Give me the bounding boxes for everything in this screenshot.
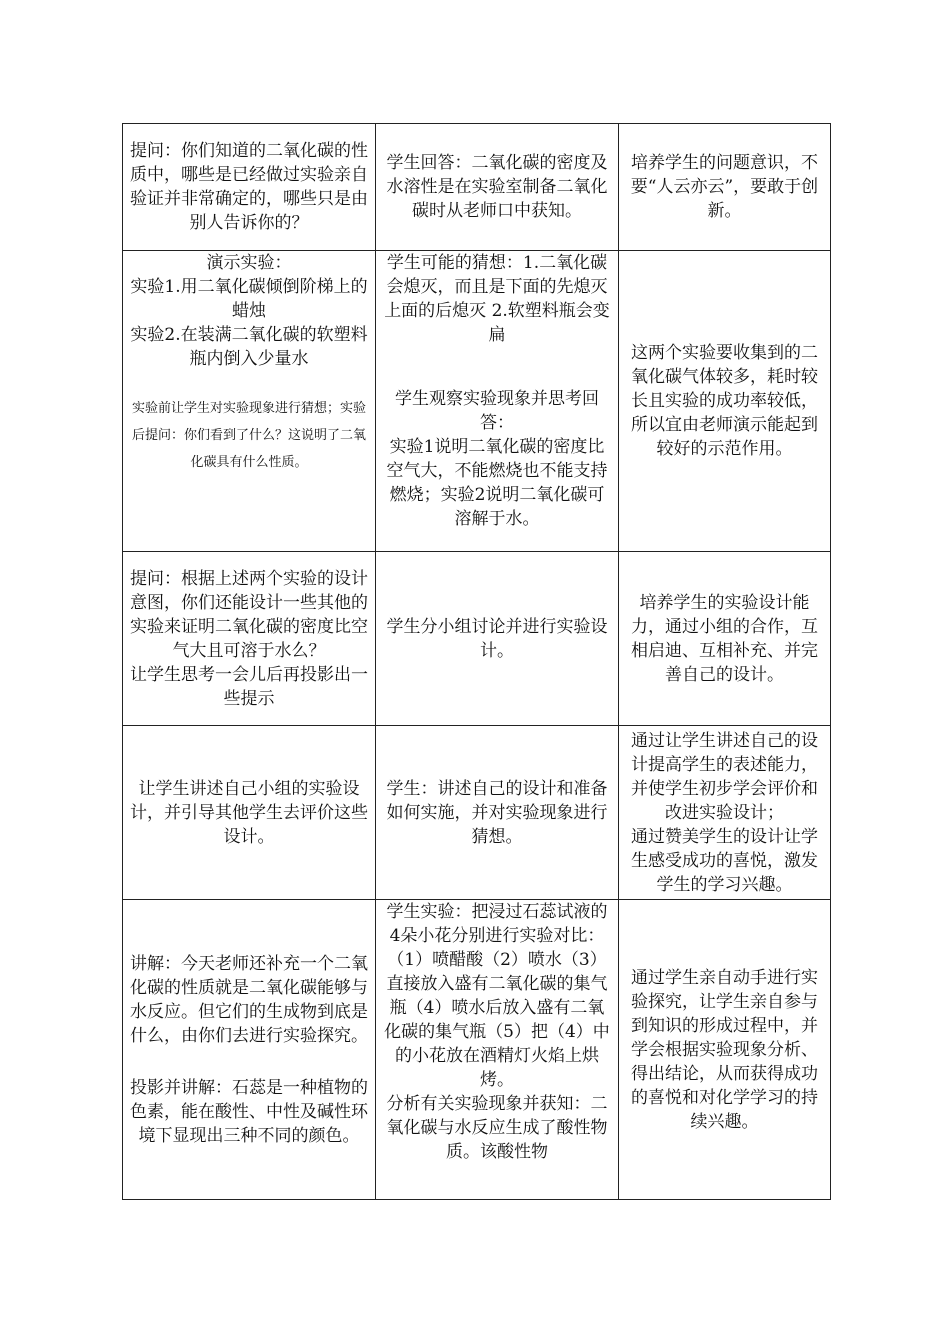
teacher-text: 让学生思考一会儿后再投影出一些提示 [130,664,368,709]
teacher-text: 实验2.在装满二氧化碳的软塑料瓶内倒入少量水 [130,325,368,369]
intent-text: 通过让学生讲述自己的设计提高学生的表述能力，并使学生初步学会评价和改进实验设计； [631,730,818,823]
teacher-note: 让学生讲述自己小组的实验设计，并引导其他学生去评价这些设计。 [130,778,368,847]
teacher-activity-cell [123,900,376,1200]
teacher-activity-cell [123,726,376,900]
table-row [123,251,831,552]
student-text: 学生观察实验现象并思考回答： [395,389,599,433]
student-text: 学生回答：二氧化碳的密度及水溶性是在实验室制备二氧化碳时从老师口中获知。 [386,153,608,221]
table-row [123,900,831,1200]
design-intent-cell [619,124,831,251]
teacher-activity-cell [123,552,376,726]
design-intent-cell [619,251,831,552]
design-intent-cell [619,900,831,1200]
lesson-plan-table [122,123,831,1200]
student-text: 分析有关实验现象并获知：二氧化碳与水反应生成了酸性物质。该酸性物 [386,1094,608,1162]
intent-text: 通过学生亲自动手进行实验探究，让学生亲自参与到知识的形成过程中，并学会根据实验现象分析、得出结论，从而获得成功的喜悦和对化学学习的持续兴趣。 [631,967,818,1132]
student-activity-cell [376,900,619,1200]
table-row [123,552,831,726]
teacher-text: 提问：你们知道的二氧化碳的性质中，哪些是已经做过实验亲自验证并非常确定的，哪些只是由别人告诉你的？ [130,141,368,233]
student-activity-cell [376,251,619,552]
teacher-text: 演示实验： [206,253,292,273]
teacher-text: 讲解：今天老师还补充一个二氧化碳的性质就是二氧化碳能够与水反应。但它们的生成物到底是什么，由你们去进行实验探究。 [130,953,368,1046]
table-row [123,124,831,251]
student-activity-cell [376,124,619,251]
design-intent-cell [619,726,831,900]
teacher-activity-cell [123,251,376,552]
student-text: 学生可能的猜想：1.二氧化碳会熄灭，而且是下面的先熄灭上面的后熄灭 2.软塑料瓶会变扁 [384,253,610,345]
table-row [123,726,831,900]
student-activity-cell [376,552,619,726]
intent-text: 培养学生的实验设计能力，通过小组的合作，互相启迪、互相补充、并完善自己的设计。 [631,592,818,685]
student-text: 学生分小组讨论并进行实验设计。 [386,616,608,661]
design-intent-cell [619,552,831,726]
student-text: 实验1说明二氧化碳的密度比空气大，不能燃烧也不能支持燃烧；实验2说明二氧化碳可溶解于水。 [386,437,608,529]
teacher-text: 实验1.用二氧化碳倾倒阶梯上的蜡烛 [130,277,368,321]
intent-text: 培养学生的问题意识，不要“人云亦云”，要敢于创新。 [630,153,819,221]
student-text: 学生实验：把浸过石蕊试液的4朵小花分别进行实验对比：（1）喷醋酸（2）喷水（3）直接放入盛有二氧化碳的集气瓶（4）喷水后放入盛有二氧化碳的集气瓶（5）把（4）中的小花放在酒精灯火焰上烘烤。 [384,902,610,1090]
teacher-activity-cell [123,124,376,251]
intent-text: 通过赞美学生的设计让学生感受成功的喜悦，激发学生的学习兴趣。 [631,826,818,895]
teacher-text: 投影并讲解：石蕊是一种植物的色素，能在酸性、中性及碱性环境下显现出三种不同的颜色。 [130,1077,368,1146]
teacher-text: 提问：根据上述两个实验的设计意图，你们还能设计一些其他的实验来证明二氧化碳的密度比空气大且可溶于水么？ [130,568,368,661]
student-text: 学生：讲述自己的设计和准备如何实施，并对实验现象进行猜想。 [386,778,608,847]
intent-text: 这两个实验要收集到的二氧化碳气体较多，耗时较长且实验的成功率较低，所以宜由老师演示能起到较好的示范作用。 [631,343,818,459]
student-activity-cell [376,726,619,900]
teacher-note: 实验前让学生对实验现象进行猜想；实验后提问：你们看到了什么？这说明了二氧化碳具有什么性质。 [131,401,366,470]
